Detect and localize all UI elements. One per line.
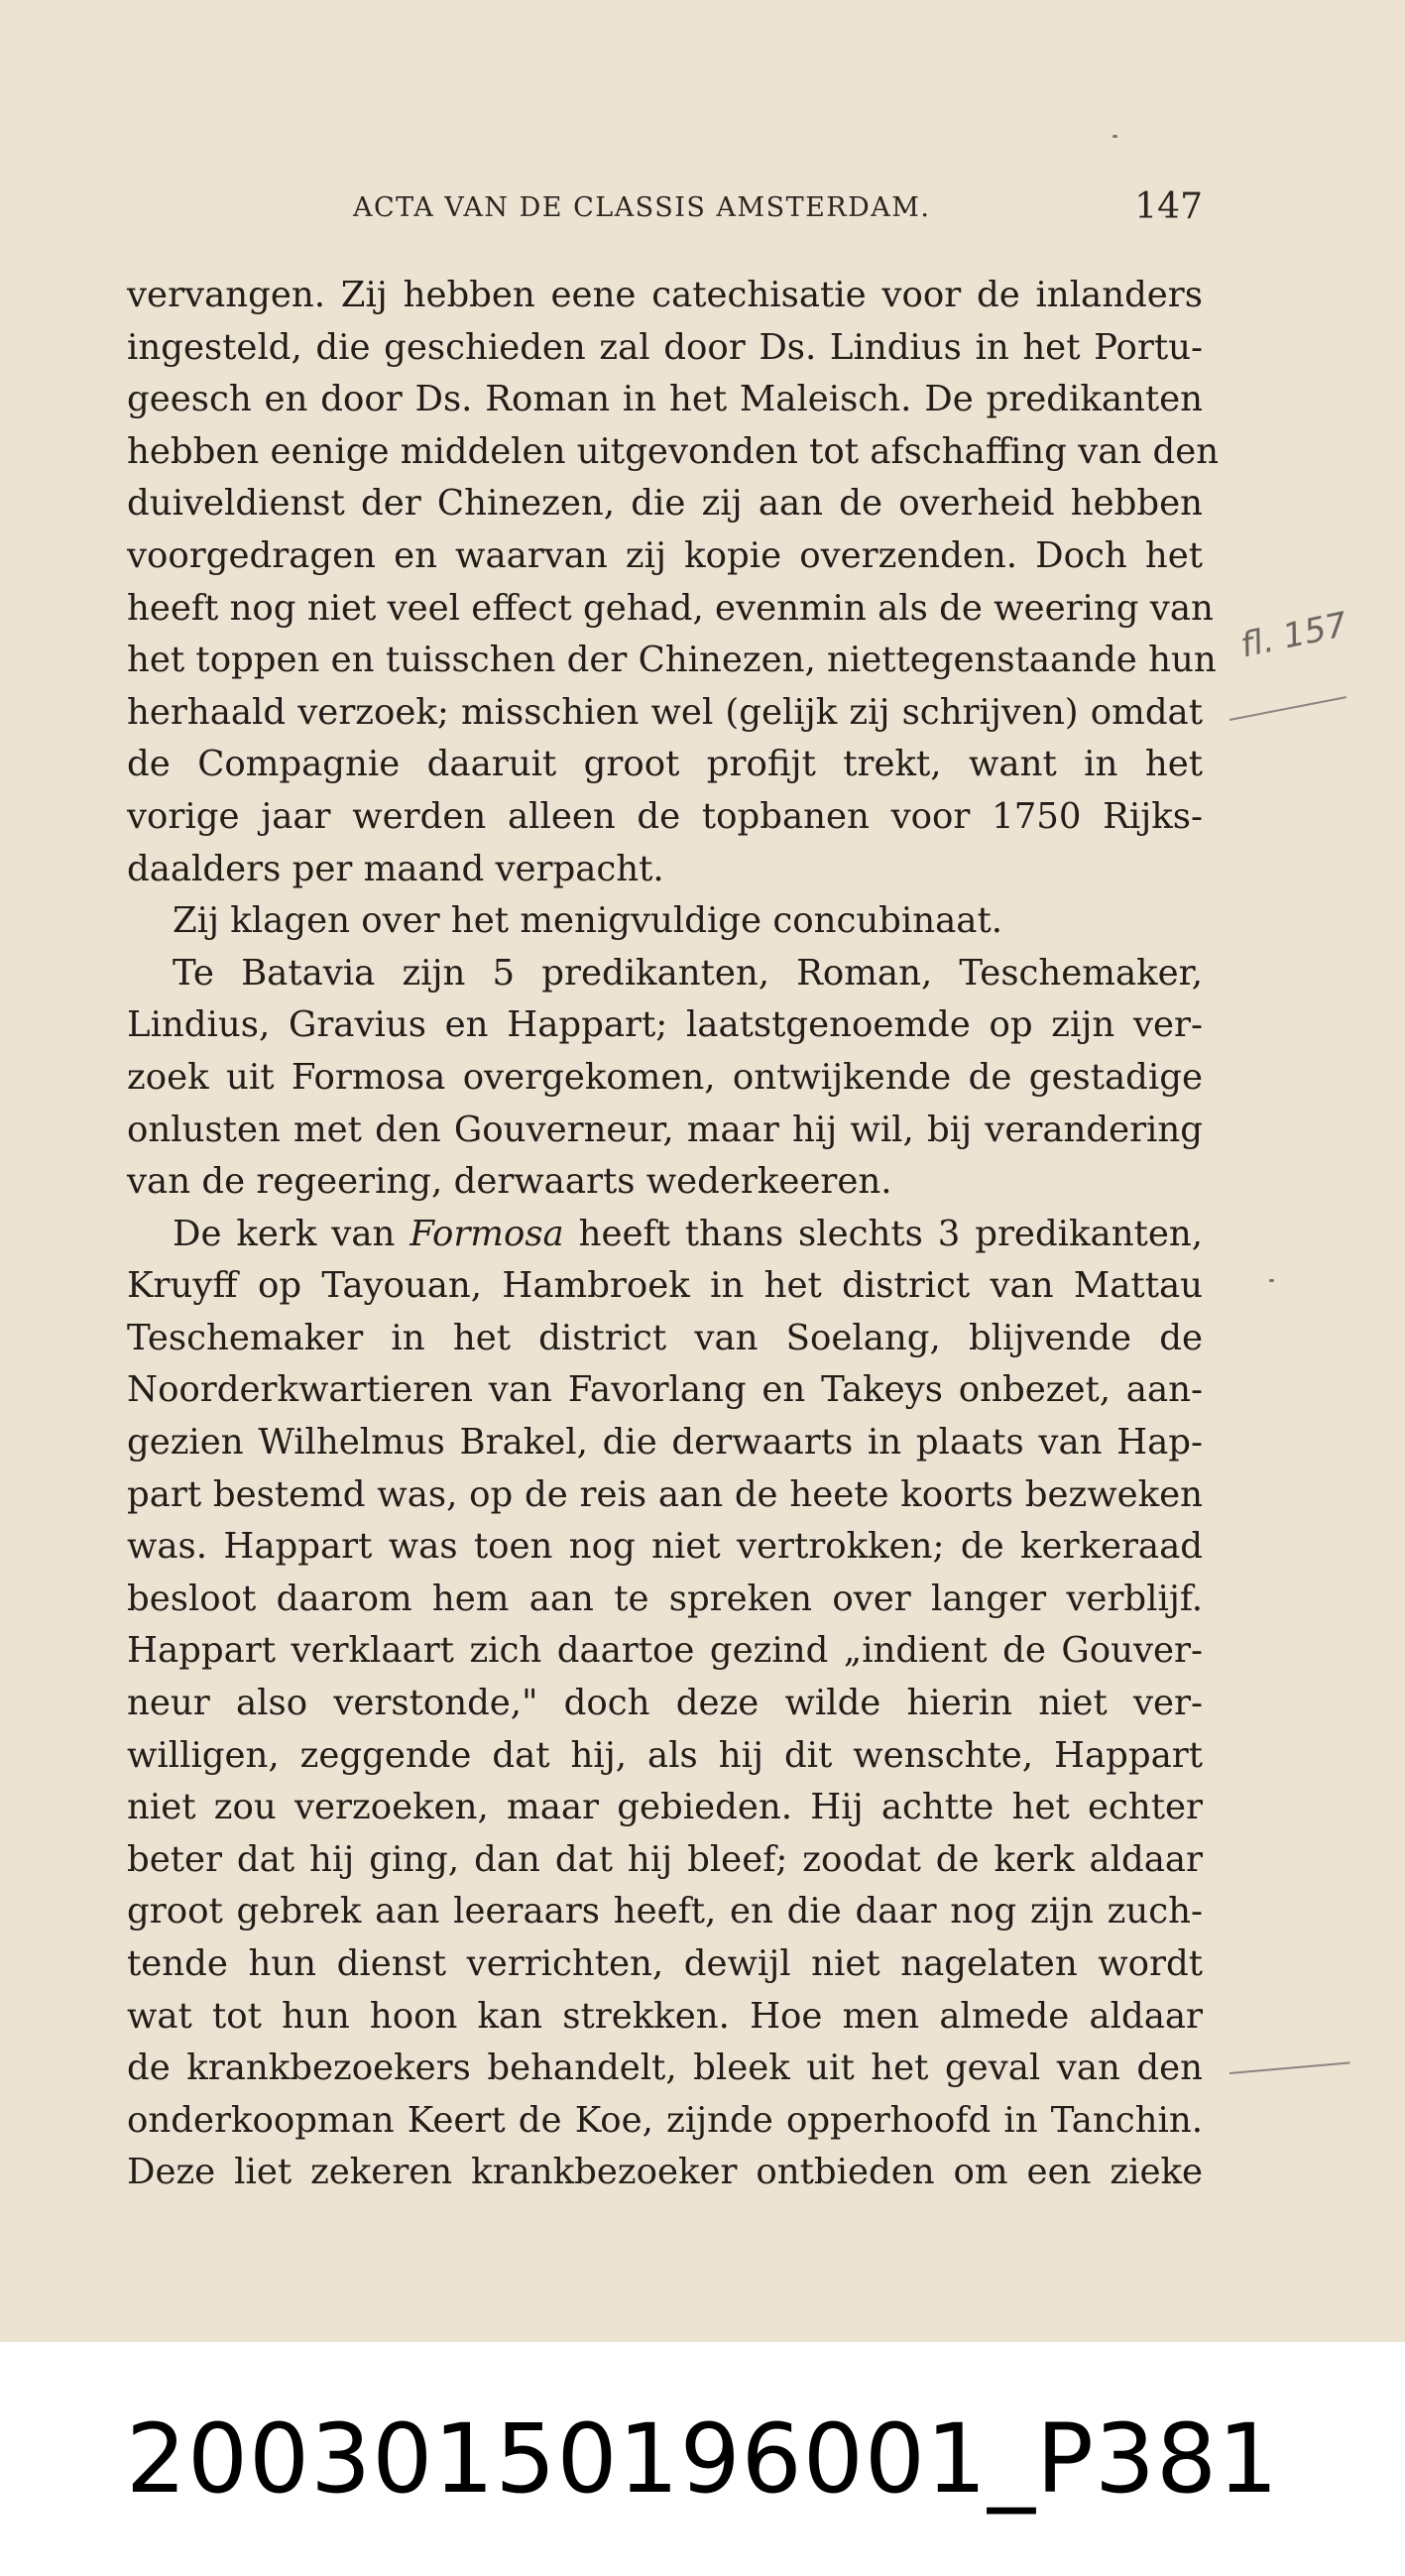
text-line: Deze liet zekeren krankbezoeker ontbieden om een zieke xyxy=(127,2152,1203,2193)
pencil-margin-note: fl. 157 xyxy=(1236,604,1351,666)
text-line: zoek uit Formosa overgekomen, ontwijkende de gestadige xyxy=(127,1056,1203,1098)
text-line: daalders per maand verpacht. xyxy=(127,848,664,889)
paper-speck xyxy=(1269,1279,1274,1282)
text-line: onlusten met den Gouverneur, maar hij wil, bij verandering xyxy=(127,1109,1203,1150)
text-line: Teschemaker in het district van Soelang, blijvende de xyxy=(127,1317,1203,1358)
text-line: was. Happart was toen nog niet vertrokken; de kerkeraad xyxy=(127,1526,1203,1568)
text-line: vervangen. Zij hebben eene catechisatie voor de inlanders xyxy=(127,275,1203,315)
text-line: Lindius, Gravius en Happart; laatstgenoemde op zijn ver- xyxy=(127,1004,1203,1046)
paper-speck xyxy=(1112,135,1117,138)
scan-identifier: 20030150196001_P381 xyxy=(125,2403,1280,2515)
text-line: hebben eenige middelen uitgevonden tot afschaffing van den xyxy=(127,430,1220,472)
text-line: tende hun dienst verrichten, dewijl niet nagelaten wordt xyxy=(127,1943,1203,1984)
text-line: Kruyff op Tayouan, Hambroek in het district van Mattau xyxy=(127,1265,1203,1307)
text-line: gezien Wilhelmus Brakel, die derwaarts in plaats van Hap- xyxy=(127,1422,1203,1464)
text-segment: De kerk van xyxy=(173,1213,410,1254)
text-line: geesch en door Ds. Roman in het Maleisch. De predikanten xyxy=(127,379,1203,420)
text-line: vorige jaar werden alleen de topbanen voor 1750 Rijks- xyxy=(127,795,1203,837)
text-line: beter dat hij ging, dan dat hij bleef; zoodat de kerk aldaar xyxy=(127,1838,1203,1880)
text-line: de krankbezoekers behandelt, bleek uit het geval van den xyxy=(127,2048,1203,2089)
text-line: willigen, zeggende dat hij, als hij dit wenschte, Happart xyxy=(127,1734,1203,1776)
text-line: duiveldienst der Chinezen, die zij aan de overheid hebben xyxy=(127,483,1203,525)
text-line: het toppen en tuisschen der Chinezen, niettegenstaande hun xyxy=(127,640,1217,681)
text-line: neur also verstonde," doch deze wilde hierin niet ver- xyxy=(127,1683,1203,1724)
text-line: voorgedragen en waarvan zij kopie overzenden. Doch het xyxy=(127,534,1203,576)
pencil-mark xyxy=(1229,2061,1350,2074)
text-line: Noorderkwartieren van Favorlang en Takeys onbezet, aan- xyxy=(127,1369,1203,1411)
text-line: herhaald verzoek; misschien wel (gelijk zij schrijven) omdat xyxy=(127,691,1203,733)
text-segment: heeft thans slechts 3 predikanten, xyxy=(563,1213,1203,1254)
text-line: niet zou verzoeken, maar gebieden. Hij achtte het echter xyxy=(127,1787,1203,1828)
body-text xyxy=(127,270,1220,2199)
pencil-mark xyxy=(1229,696,1346,721)
text-line: Te Batavia zijn 5 predikanten, Roman, Teschemaker, xyxy=(173,952,1203,994)
text-line: onderkoopman Keert de Koe, zijnde opperhoofd in Tanchin. xyxy=(127,2099,1203,2141)
text-line xyxy=(127,1209,1203,1261)
text-line: ingesteld, die geschieden zal door Ds. Lindius in het Portu- xyxy=(127,326,1203,368)
text-line: van de regeering, derwaarts wederkeeren. xyxy=(127,1161,892,1203)
text-line: wat tot hun hoon kan strekken. Hoe men almede aldaar xyxy=(127,1995,1203,2037)
text-line: heeft nog niet veel effect gehad, evenmin als de weering van xyxy=(127,587,1214,629)
text-line: Zij klagen over het menigvuldige concubinaat. xyxy=(173,900,1003,942)
page-header xyxy=(127,186,1203,230)
text-line: besloot daarom hem aan te spreken over langer verblijf. xyxy=(127,1578,1203,1619)
italic-place-name: Formosa xyxy=(410,1213,564,1254)
text-line: groot gebrek aan leeraars heeft, en die daar nog zijn zuch- xyxy=(127,1891,1203,1932)
text-line: de Compagnie daaruit groot profijt trekt, want in het xyxy=(127,744,1203,785)
text-line: Happart verklaart zich daartoe gezind „indient de Gouver- xyxy=(127,1630,1203,1672)
page-number: 147 xyxy=(1134,186,1203,227)
running-title: ACTA VAN DE CLASSIS AMSTERDAM. xyxy=(353,192,931,223)
text-line: part bestemd was, op de reis aan de heete koorts bezweken xyxy=(127,1473,1203,1515)
